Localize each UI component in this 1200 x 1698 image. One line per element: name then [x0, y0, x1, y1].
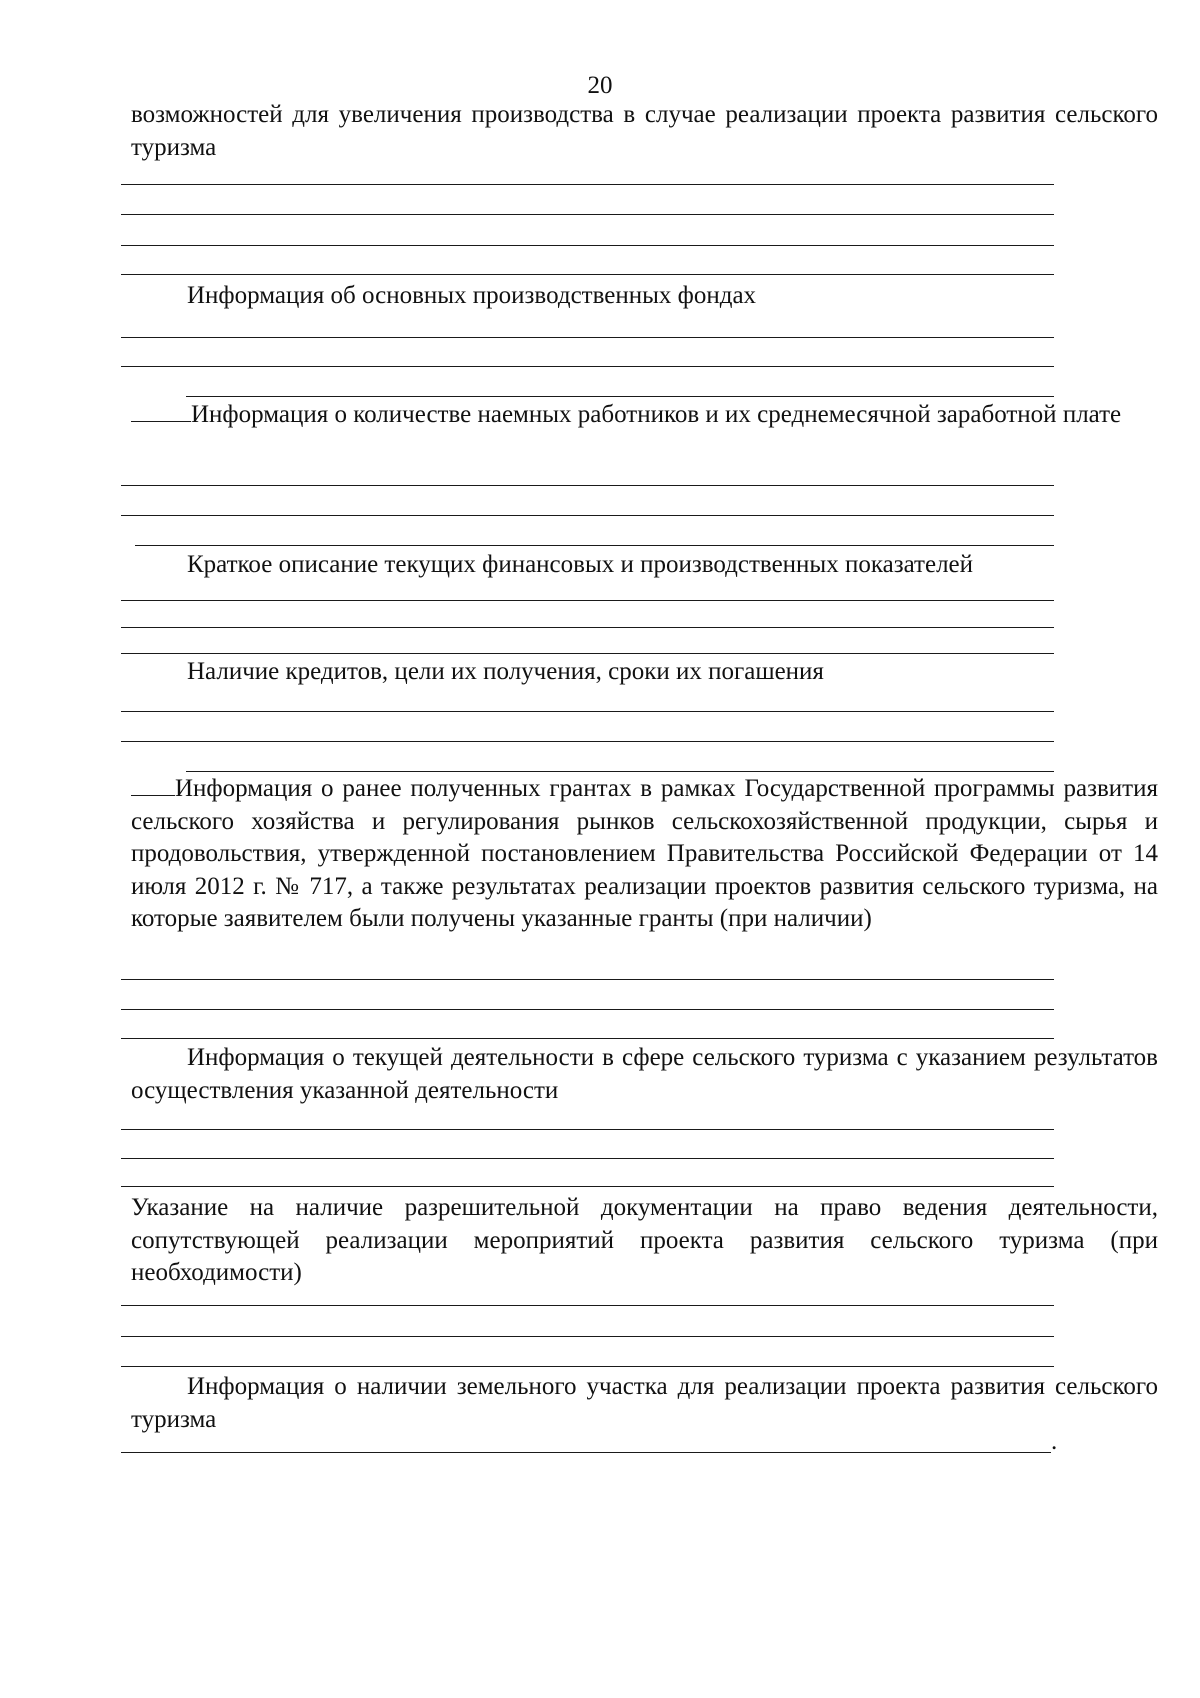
answer-line[interactable] — [121, 979, 1054, 980]
page-number: 20 — [587, 72, 613, 99]
permits-heading: Указание на наличие разрешительной документации на право ведения деятельности, сопутствующей реализации мероприятий проекта развития сельского туризма (при необходимости) — [131, 1194, 1158, 1286]
answer-line[interactable] — [121, 214, 1054, 215]
answer-line[interactable] — [121, 653, 1054, 654]
answer-line[interactable] — [121, 1366, 1054, 1367]
answer-line[interactable] — [121, 274, 1054, 275]
inline-blank[interactable] — [131, 773, 175, 796]
answer-line[interactable] — [121, 1186, 1054, 1187]
land-plot-heading: Информация о наличии земельного участка для реализации проекта развития сельского туризма — [131, 1373, 1158, 1433]
answer-line[interactable] — [121, 184, 1054, 185]
previous-grants-heading: Информация о ранее полученных грантах в рамках Государственной программы развития сельского хозяйства и регулирования рынков сельскохозяйственной продукции, сырья и продовольствия, утвержденной постановлением Правительства Российской Федерации от 14 июля 2012 г. № 717, а также результатах реализации проектов развития сельского туризма, на которые заявителем были получены указанные гранты (при наличии) — [131, 775, 1158, 932]
answer-line[interactable] — [121, 485, 1054, 486]
inline-blank[interactable] — [131, 399, 191, 422]
fixed-assets-heading: Информация об основных производственных фондах — [187, 282, 757, 309]
employees-heading: Информация о количестве наемных работников и их среднемесячной заработной плате — [191, 401, 1122, 428]
answer-line[interactable] — [186, 771, 1054, 772]
production-possibilities-text: возможностей для увеличения производства в случае реализации проекта развития сельского туризма — [131, 101, 1158, 161]
answer-line[interactable] — [121, 337, 1054, 338]
answer-line[interactable] — [121, 1129, 1054, 1130]
answer-line[interactable] — [121, 600, 1054, 601]
answer-line[interactable] — [121, 515, 1054, 516]
employees-block — [131, 399, 1158, 432]
answer-line[interactable] — [121, 711, 1054, 712]
financial-indicators-heading: Краткое описание текущих финансовых и производственных показателей — [187, 551, 974, 578]
current-activity-heading: Информация о текущей деятельности в сфере сельского туризма с указанием результатов осуществления указанной деятельности — [131, 1044, 1158, 1104]
answer-line[interactable] — [121, 1336, 1054, 1337]
answer-line[interactable] — [121, 741, 1054, 742]
credits-heading: Наличие кредитов, цели их получения, сроки их погашения — [187, 658, 824, 685]
answer-line[interactable] — [121, 627, 1054, 628]
answer-line[interactable] — [135, 545, 1054, 546]
answer-line[interactable] — [121, 366, 1054, 367]
answer-line[interactable] — [121, 1158, 1054, 1159]
answer-line[interactable] — [121, 1305, 1054, 1306]
answer-line[interactable] — [186, 396, 1054, 397]
answer-line[interactable] — [121, 1038, 1054, 1039]
previous-grants-block — [131, 773, 1158, 936]
answer-line[interactable] — [121, 245, 1054, 246]
end-mark: . — [1051, 1428, 1058, 1455]
answer-line[interactable] — [121, 1452, 1051, 1453]
answer-line[interactable] — [121, 1009, 1054, 1010]
